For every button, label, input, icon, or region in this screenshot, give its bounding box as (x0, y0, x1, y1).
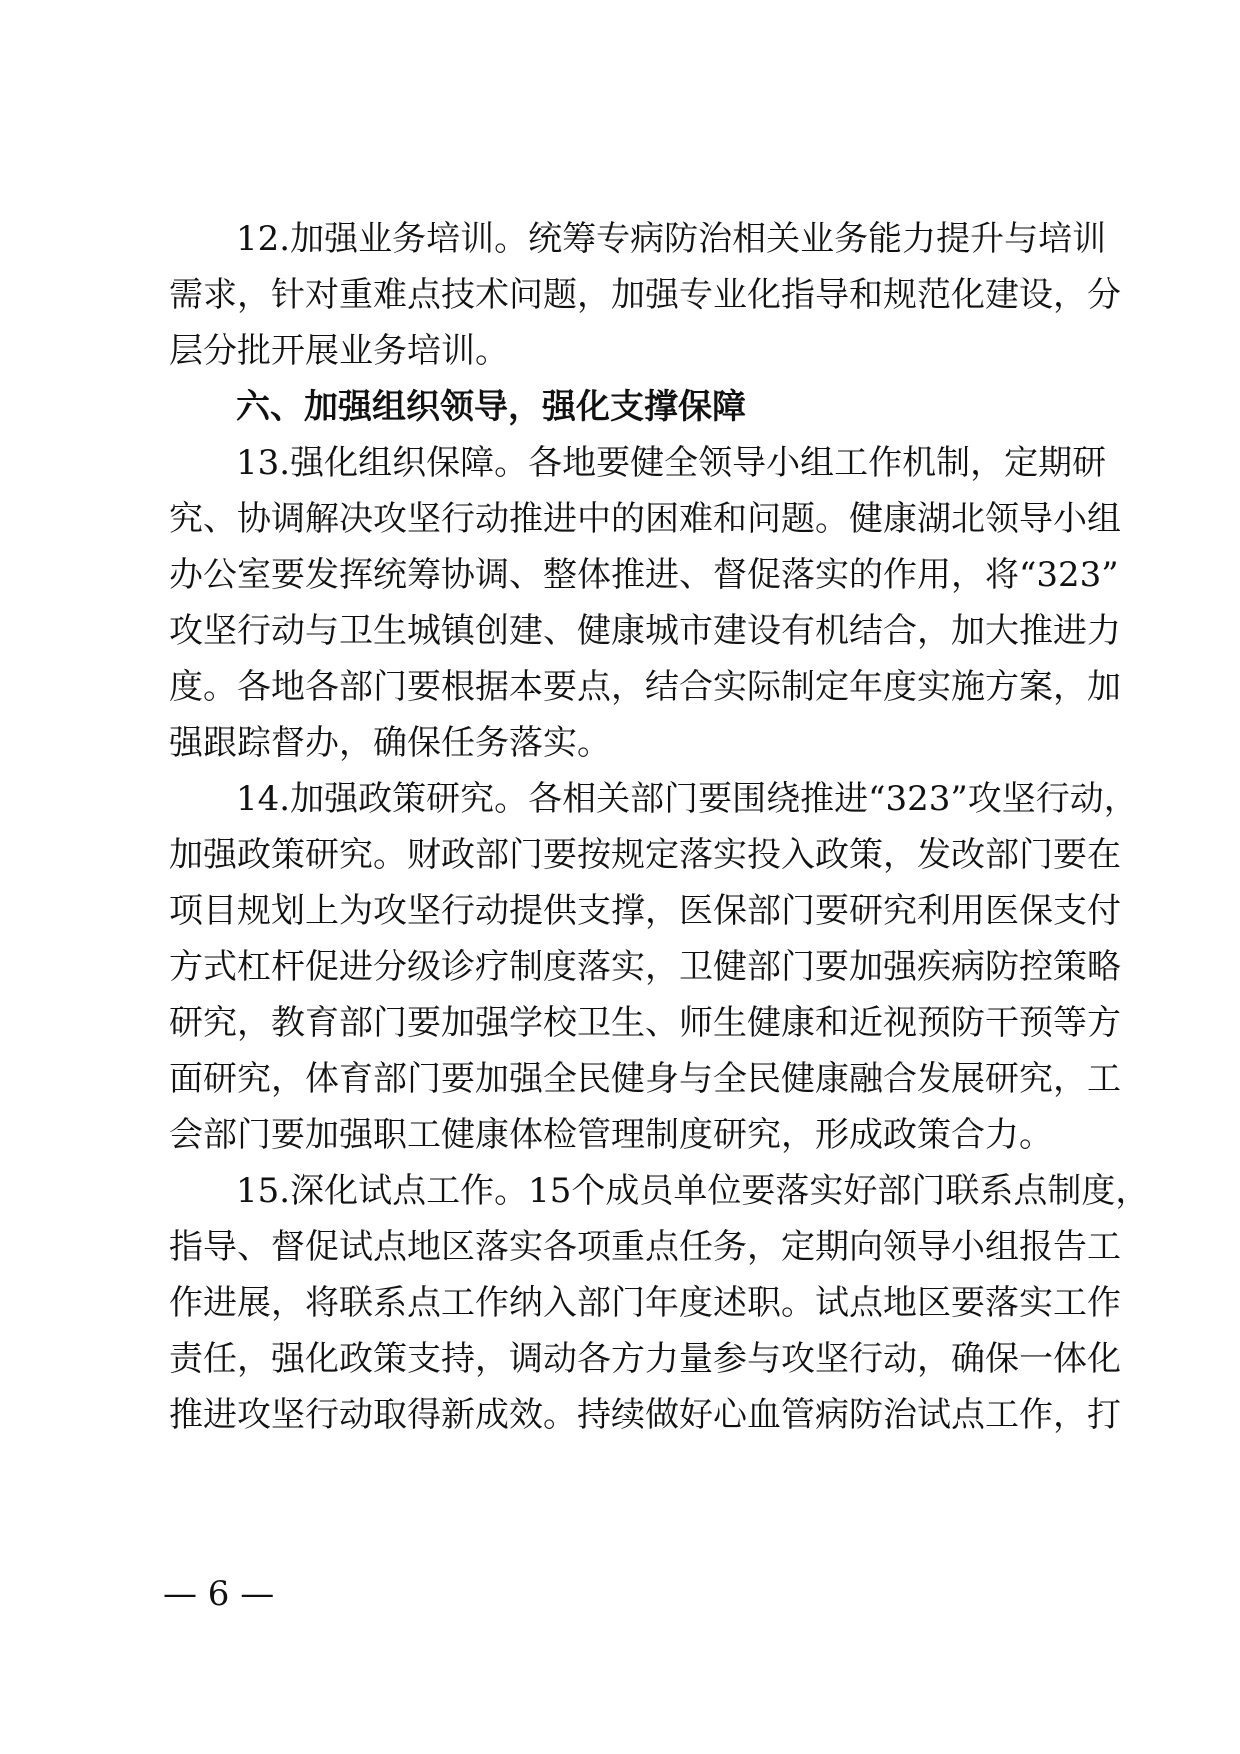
paragraph-12-line-2: 需求，针对重难点技术问题，加强专业化指导和规范化建设，分 (169, 275, 1121, 315)
section-heading-6: 六、加强组织领导，强化支撑保障 (236, 387, 746, 427)
paragraph-14-line-5: 研究，教育部门要加强学校卫生、师生健康和近视预防干预等方 (169, 1003, 1121, 1043)
paragraph-14-line-3: 项目规划上为攻坚行动提供支撑，医保部门要研究利用医保支付 (169, 891, 1121, 931)
paragraph-15-line-2: 指导、督促试点地区落实各项重点任务，定期向领导小组报告工 (169, 1227, 1121, 1267)
paragraph-13-line-2: 究、协调解决攻坚行动推进中的困难和问题。健康湖北领导小组 (169, 499, 1121, 539)
paragraph-13-line-4: 攻坚行动与卫生城镇创建、健康城市建设有机结合，加大推进力 (169, 611, 1121, 651)
paragraph-13-line-5: 度。各地各部门要根据本要点，结合实际制定年度实施方案，加 (169, 667, 1121, 707)
paragraph-15-line-3: 作进展，将联系点工作纳入部门年度述职。试点地区要落实工作 (169, 1283, 1121, 1323)
paragraph-15-line-1: 15.深化试点工作。15个成员单位要落实好部门联系点制度， (236, 1171, 1150, 1211)
paragraph-14-line-1: 14.加强政策研究。各相关部门要围绕推进“323”攻坚行动， (236, 779, 1138, 819)
paragraph-12-line-1: 12.加强业务培训。统筹专病防治相关业务能力提升与培训 (236, 219, 1107, 259)
paragraph-12-line-3: 层分批开展业务培训。 (169, 331, 509, 371)
paragraph-13-line-1: 13.强化组织保障。各地要健全领导小组工作机制，定期研 (236, 443, 1107, 483)
paragraph-15-line-5: 推进攻坚行动取得新成效。持续做好心血管病防治试点工作，打 (169, 1395, 1121, 1435)
paragraph-13-line-3: 办公室要发挥统筹协调、整体推进、督促落实的作用，将“323” (169, 555, 1119, 595)
paragraph-14-line-4: 方式杠杆促进分级诊疗制度落实，卫健部门要加强疾病防控策略 (169, 947, 1121, 987)
paragraph-14-line-2: 加强政策研究。财政部门要按规定落实投入政策，发改部门要在 (169, 835, 1121, 875)
paragraph-15-line-4: 责任，强化政策支持，调动各方力量参与攻坚行动，确保一体化 (169, 1339, 1121, 1379)
paragraph-14-line-7: 会部门要加强职工健康体检管理制度研究，形成政策合力。 (169, 1115, 1053, 1155)
paragraph-14-line-6: 面研究，体育部门要加强全民健身与全民健康融合发展研究，工 (169, 1059, 1121, 1099)
page-number: — 6 — (163, 1574, 275, 1614)
paragraph-13-line-6: 强跟踪督办，确保任务落实。 (169, 723, 611, 763)
